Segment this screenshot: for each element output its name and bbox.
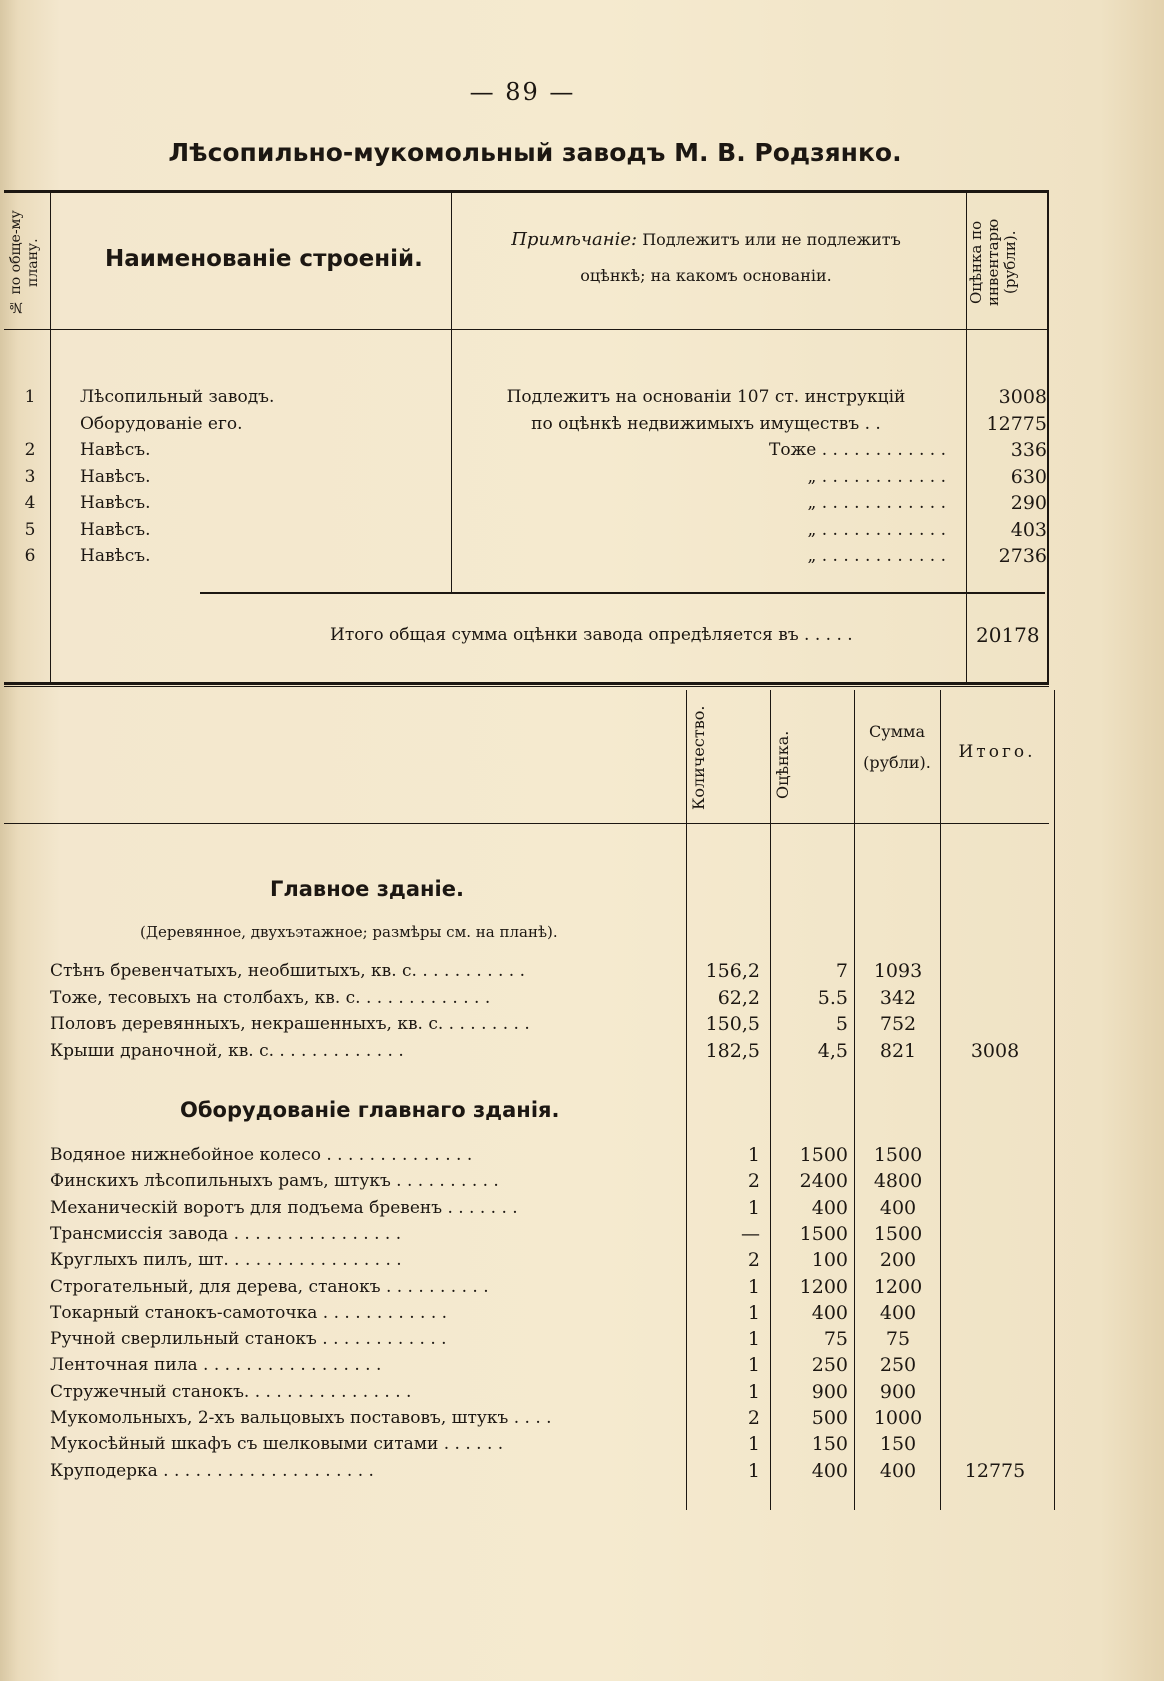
table2-col-divider [854, 690, 855, 1510]
table2-col-divider [770, 690, 771, 1510]
col-header-sum-line2: (рубли). [863, 753, 931, 772]
row-plan-number: 4 [24, 493, 36, 513]
row-note: Подлежитъ на основаніи 107 ст. инструкцій [506, 387, 906, 407]
cell-sum: 342 [879, 986, 917, 1009]
cell-quantity: 156,2 [705, 960, 760, 982]
row-plan-number [18, 411, 42, 437]
table1-right-border [1047, 192, 1049, 682]
table1-sum-rule [200, 592, 1045, 594]
cell-price: 500 [811, 1407, 848, 1429]
col-header-valuation: Оцѣнка по инвентарю (рубли). [967, 218, 1019, 307]
table2-top-rule [4, 686, 1049, 687]
table-row-item: Мукосѣйный шкафъ съ шелковыми ситами . . . . . . [50, 1434, 504, 1455]
cell-sum: 900 [879, 1380, 917, 1403]
row-valuation: 290 [1010, 492, 1047, 514]
cell-price: 7 [835, 960, 848, 982]
col-header-total: Итого. [958, 742, 1036, 762]
cell-price: 400 [811, 1301, 848, 1324]
table-row-item: Токарный станокъ-самоточка . . . . . . . . . . . . [50, 1302, 448, 1323]
table-row-item: Половъ деревянныхъ, некрашенныхъ, кв. с. . . . . . . . . [50, 1014, 530, 1034]
cell-sum: 752 [879, 1013, 917, 1035]
table-row-item: Стружечный станокъ. . . . . . . . . . . . . . . . [50, 1381, 412, 1402]
cell-sum: 1200 [873, 1275, 923, 1298]
page-number: — 89 — [469, 78, 576, 106]
cell-price: 4,5 [817, 1039, 848, 1062]
cell-sum: 75 [885, 1328, 911, 1351]
cell-quantity: 182,5 [705, 1039, 760, 1062]
section-equipment-title: Оборудованіе главнаго зданія. [180, 1098, 560, 1122]
col-header-building-name: Наименованіе строеній. [105, 246, 423, 272]
row-plan-number: 3 [24, 466, 36, 487]
total-value: 20178 [976, 623, 1040, 647]
cell-price: 250 [811, 1354, 848, 1377]
col-header-price: Оцѣнка. [773, 730, 792, 800]
row-valuation: 3008 [998, 386, 1047, 408]
cell-quantity: — [741, 1222, 760, 1245]
cell-sum: 821 [879, 1039, 917, 1062]
cell-quantity: 1 [747, 1433, 760, 1456]
row-building-name: Лѣсопильный заводъ. [80, 387, 275, 407]
row-note: „ . . . . . . . . . . . . [807, 493, 946, 513]
cell-price: 1500 [799, 1144, 848, 1166]
table1-top-rule [4, 190, 1049, 193]
note-text-line2: оцѣнкѣ; на какомъ основаніи. [580, 266, 832, 285]
cell-quantity: 2 [747, 1407, 760, 1429]
section-main-building-title: Главное зданіе. [270, 877, 464, 901]
table2-col-divider [940, 690, 941, 1510]
cell-sum: 150 [879, 1433, 917, 1456]
cell-quantity: 1 [747, 1144, 760, 1166]
page-title: Лѣсопильно-мукомольный заводъ М. В. Родзянко. [168, 138, 902, 167]
col-header-sum [856, 722, 938, 772]
cell-price: 75 [823, 1328, 848, 1351]
row-building-name: Навѣсъ. [80, 546, 151, 566]
cell-sum: 400 [879, 1459, 917, 1482]
table1-col-divider [451, 192, 452, 592]
table-row-item: Круподерка . . . . . . . . . . . . . . . . . . . . [50, 1460, 374, 1481]
note-text: Подлежитъ или не подлежитъ [642, 230, 901, 249]
cell-quantity: 1 [747, 1328, 760, 1351]
row-note: Тоже . . . . . . . . . . . . [769, 440, 946, 460]
row-building-name: Оборудованіе его. [80, 413, 243, 434]
table-row-item: Крыши драночной, кв. с. . . . . . . . . . . . . [50, 1040, 404, 1061]
cell-price: 400 [811, 1459, 848, 1482]
row-building-name: Навѣсъ. [80, 440, 151, 460]
col-header-note [462, 222, 950, 294]
cell-quantity: 1 [747, 1459, 760, 1482]
cell-price: 900 [811, 1380, 848, 1403]
cell-price: 2400 [799, 1170, 848, 1193]
row-plan-number: 5 [24, 519, 36, 540]
cell-sum: 4800 [873, 1170, 923, 1193]
table-row-item: Финскихъ лѣсопильныхъ рамъ, штукъ . . . . . . . . . . [50, 1171, 499, 1192]
cell-price: 5 [835, 1013, 848, 1035]
col-header-sum-line1: Сумма [868, 722, 926, 741]
cell-sum: 1000 [873, 1407, 923, 1429]
table-row-item: Ручной сверлильный станокъ . . . . . . . . . . . . [50, 1329, 447, 1350]
cell-quantity: 1 [747, 1380, 760, 1403]
cell-total: 3008 [970, 1039, 1020, 1062]
cell-price: 1200 [799, 1275, 848, 1298]
section-main-building-subtitle: (Деревянное, двухъэтажное; размѣры см. на планѣ). [140, 923, 558, 941]
row-building-name: Навѣсъ. [80, 466, 151, 487]
cell-quantity: 1 [747, 1354, 760, 1377]
row-valuation: 630 [1010, 465, 1047, 488]
cell-sum: 250 [879, 1354, 917, 1377]
table-row-item: Механическій воротъ для подъема бревенъ . . . . . . . [50, 1197, 518, 1218]
table-row-item: Строгательный, для дерева, станокъ . . . . . . . . . . [50, 1276, 489, 1297]
table-row-item: Водяное нижнебойное колесо . . . . . . . . . . . . . . [50, 1145, 473, 1165]
row-note: „ . . . . . . . . . . . . [807, 466, 946, 487]
row-valuation: 336 [1010, 439, 1047, 461]
cell-quantity: 2 [747, 1170, 760, 1193]
cell-price: 100 [811, 1249, 848, 1272]
row-valuation: 2736 [998, 545, 1047, 567]
cell-price: 150 [811, 1433, 848, 1456]
total-label: Итого общая сумма оцѣнки завода опредѣляется въ . . . . . [330, 625, 853, 645]
col-header-quantity: Количество. [689, 705, 708, 811]
table2-right-border [1054, 690, 1055, 1510]
table1-bottom-rule [4, 682, 1049, 685]
row-plan-number: 1 [24, 387, 36, 407]
note-label: Примѣчаніе: [511, 229, 638, 250]
cell-price: 1500 [799, 1222, 848, 1245]
cell-price: 400 [811, 1196, 848, 1219]
table-row-item: Стѣнъ бревенчатыхъ, необшитыхъ, кв. с. . . . . . . . . . . [50, 961, 526, 981]
cell-quantity: 1 [747, 1301, 760, 1324]
cell-quantity: 150,5 [705, 1013, 760, 1035]
cell-sum: 1500 [873, 1144, 923, 1166]
cell-total: 12775 [964, 1459, 1026, 1482]
cell-quantity: 2 [747, 1249, 760, 1272]
row-building-name: Навѣсъ. [80, 519, 151, 540]
cell-quantity: 62,2 [717, 986, 760, 1009]
cell-quantity: 1 [747, 1275, 760, 1298]
row-note: по оцѣнкѣ недвижимыхъ имуществъ . . [531, 413, 881, 434]
row-plan-number: 6 [24, 546, 36, 566]
cell-price: 5.5 [817, 986, 848, 1009]
table1-header-rule [4, 329, 1049, 330]
row-valuation: 12775 [986, 412, 1047, 435]
cell-sum: 400 [879, 1301, 917, 1324]
row-plan-number: 2 [24, 440, 36, 460]
table1-col-divider [50, 192, 51, 682]
table2-header-rule [4, 823, 1049, 824]
row-note: „ . . . . . . . . . . . . [807, 546, 946, 566]
cell-sum: 400 [879, 1196, 917, 1219]
cell-sum: 200 [879, 1249, 917, 1272]
col-header-plan-number: № по обще-му плану. [8, 210, 41, 315]
table-row-item: Мукомольныхъ, 2-хъ вальцовыхъ поставовъ, штукъ . . . . [50, 1408, 552, 1428]
row-building-name: Навѣсъ. [80, 493, 151, 513]
row-note: „ . . . . . . . . . . . . [807, 519, 946, 540]
row-valuation: 403 [1010, 518, 1047, 541]
cell-sum: 1093 [873, 960, 923, 982]
table-row-item: Тоже, тесовыхъ на столбахъ, кв. с. . . . . . . . . . . . . [50, 987, 491, 1008]
table-row-item: Ленточная пила . . . . . . . . . . . . . . . . . [50, 1355, 382, 1376]
table-row-item: Трансмиссія завода . . . . . . . . . . . . . . . . [50, 1223, 402, 1244]
table-row-item: Круглыхъ пилъ, шт. . . . . . . . . . . . . . . . . [50, 1250, 402, 1271]
cell-sum: 1500 [873, 1222, 923, 1245]
cell-quantity: 1 [747, 1196, 760, 1219]
